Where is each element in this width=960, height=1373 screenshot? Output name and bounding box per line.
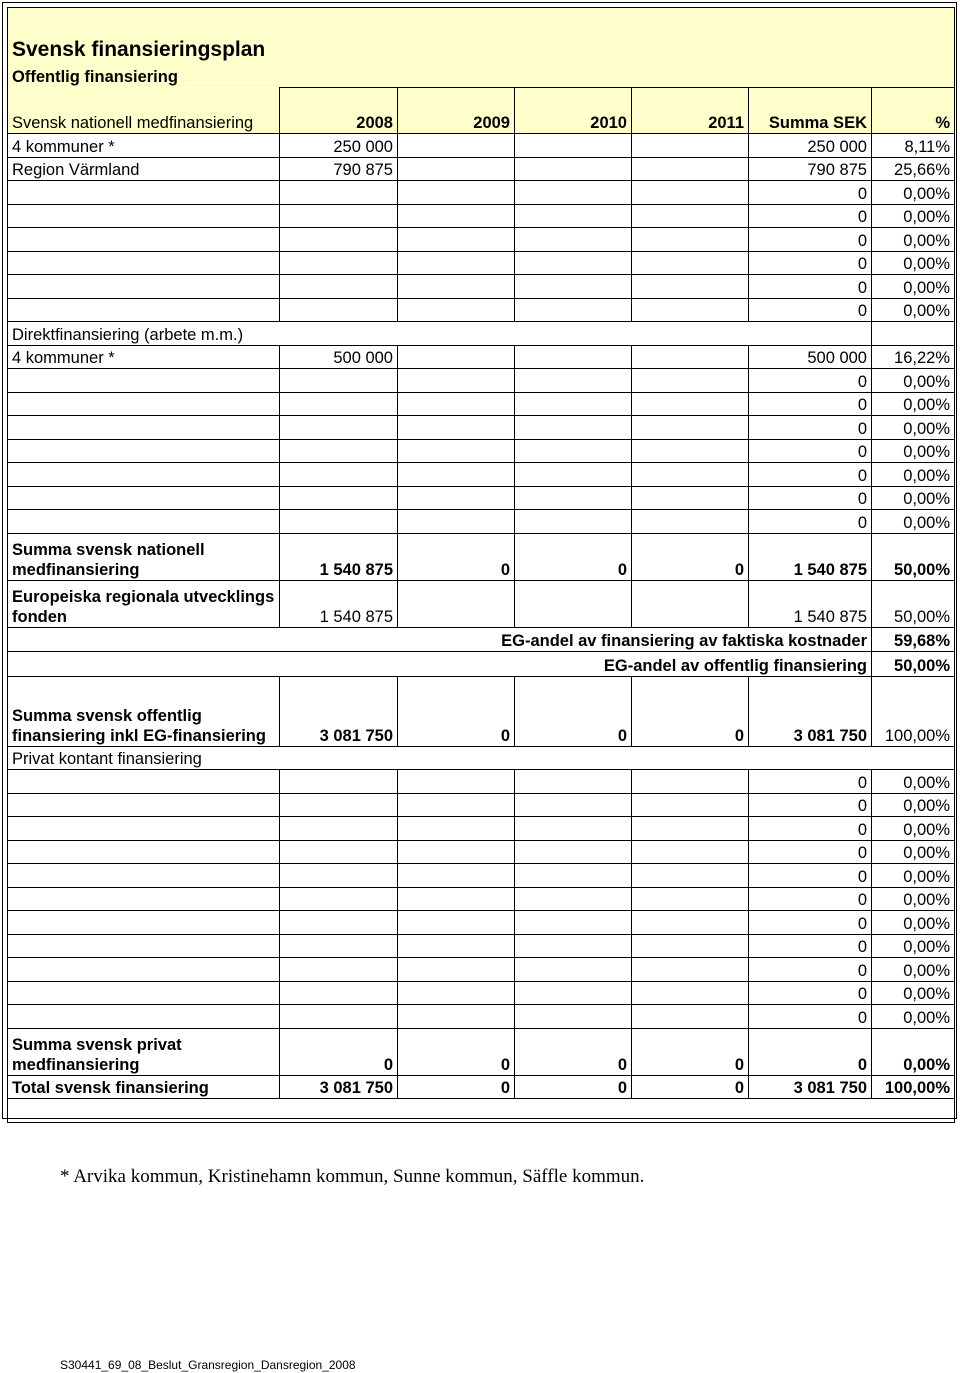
cell-2010 [515,887,632,911]
cell-2010 [515,580,632,627]
summa-offentlig-row [8,676,955,746]
cell-2009 [398,392,515,416]
cell-2009 [398,887,515,911]
privat-header: Privat kontant finansiering [8,746,955,770]
cell-2008 [280,369,398,393]
cell-2008: 3 081 750 [280,1075,398,1099]
cell-2010: 0 [515,1075,632,1099]
row-label: 4 kommuner * [8,345,280,369]
cell-percent: 0,00% [872,770,955,794]
footnote: * Arvika kommun, Kristinehamn kommun, Sunne kommun, Säffle kommun. [60,1166,645,1187]
column-header-2010: 2010 [515,88,632,134]
row-label: Total svensk finansiering [8,1075,280,1099]
cell-2010 [515,134,632,158]
privat-row [8,1005,955,1029]
cell-2010 [515,204,632,228]
nationell-row [8,298,955,322]
cell-2009 [398,864,515,888]
row-label [8,369,280,393]
direkt-row [8,439,955,463]
row-label [8,793,280,817]
cell-2010 [515,486,632,510]
cell-2011 [632,345,749,369]
privat-row [8,864,955,888]
nationell-row [8,204,955,228]
cell-2011 [632,580,749,627]
cell-percent: 100,00% [872,1075,955,1099]
cell-2011 [632,181,749,205]
cell-2010 [515,345,632,369]
cell-percent: 0,00% [872,911,955,935]
cell-summa-sek: 0 [749,439,872,463]
cell-summa-sek: 0 [749,416,872,440]
row-label [8,298,280,322]
cell-summa-sek: 3 081 750 [749,1075,872,1099]
cell-2009 [398,510,515,534]
cell-2009 [398,580,515,627]
privat-row [8,770,955,794]
cell-2011: 0 [632,533,749,580]
finance-table [7,7,955,1123]
cell-2008 [280,204,398,228]
cell-2008 [280,1005,398,1029]
cell-2008 [280,486,398,510]
cell-2008 [280,934,398,958]
cell-2010: 0 [515,676,632,746]
cell-percent: 50,00% [872,533,955,580]
cell-2011 [632,486,749,510]
cell-percent [872,322,955,346]
nationell-row [8,275,955,299]
cell-summa-sek: 500 000 [749,345,872,369]
cell-summa-sek: 3 081 750 [749,676,872,746]
empty-cell [8,1099,955,1123]
cell-percent: 0,00% [872,463,955,487]
cell-2010 [515,864,632,888]
cell-2011: 0 [632,1028,749,1075]
column-header-2009: 2009 [398,88,515,134]
cell-percent: 0,00% [872,298,955,322]
direkt-header-row [8,322,955,346]
cell-2008 [280,439,398,463]
row-label [8,864,280,888]
cell-2010 [515,181,632,205]
privat-row [8,934,955,958]
cell-2011 [632,134,749,158]
cell-2009: 0 [398,1075,515,1099]
cell-2011 [632,416,749,440]
cell-2008 [280,463,398,487]
row-label [8,204,280,228]
cell-2008: 500 000 [280,345,398,369]
cell-summa-sek: 0 [749,887,872,911]
eg-andel-offentlig-label: EG-andel av offentlig finansiering [8,652,872,677]
cell-percent: 0,00% [872,416,955,440]
eg-andel-faktiska-percent: 59,68% [872,627,955,652]
cell-2010 [515,251,632,275]
row-label [8,770,280,794]
cell-2008 [280,793,398,817]
cell-2010 [515,958,632,982]
eg-andel-faktiska-label: EG-andel av finansiering av faktiska kostnader [8,627,872,652]
cell-summa-sek: 1 540 875 [749,533,872,580]
cell-2011 [632,251,749,275]
cell-2011 [632,298,749,322]
cell-2011: 0 [632,676,749,746]
cell-2011 [632,157,749,181]
cell-2011 [632,911,749,935]
cell-2009 [398,770,515,794]
cell-2009 [398,1005,515,1029]
cell-2010 [515,392,632,416]
cell-2010 [515,228,632,252]
cell-2010: 0 [515,533,632,580]
cell-percent: 100,00% [872,676,955,746]
column-header-2008: 2008 [280,88,398,134]
document-footer: S30441_69_08_Beslut_Gransregion_Dansregion_2008 [60,1358,356,1372]
cell-2009 [398,934,515,958]
cell-2008: 3 081 750 [280,676,398,746]
cell-summa-sek: 0 [749,793,872,817]
row-label [8,934,280,958]
cell-2008: 1 540 875 [280,580,398,627]
cell-2009 [398,486,515,510]
cell-percent: 0,00% [872,204,955,228]
cell-percent: 0,00% [872,817,955,841]
empty-row [8,1099,955,1123]
nationell-row [8,181,955,205]
page-title: Svensk finansieringsplan [8,8,955,64]
cell-summa-sek: 0 [749,958,872,982]
cell-2009 [398,981,515,1005]
eruf-row [8,580,955,627]
row-label [8,981,280,1005]
cell-summa-sek: 0 [749,181,872,205]
cell-2009 [398,298,515,322]
direkt-row [8,345,955,369]
row-label [8,817,280,841]
cell-2009: 0 [398,1028,515,1075]
privat-row [8,793,955,817]
cell-2009 [398,793,515,817]
cell-2008 [280,770,398,794]
row-label [8,275,280,299]
cell-2011 [632,864,749,888]
cell-2009 [398,181,515,205]
cell-2008 [280,817,398,841]
privat-header-row [8,746,955,770]
cell-2009 [398,275,515,299]
cell-2010 [515,911,632,935]
direkt-row [8,416,955,440]
cell-2008 [280,887,398,911]
row-label [8,958,280,982]
cell-2011 [632,1005,749,1029]
cell-2008 [280,275,398,299]
cell-2011 [632,934,749,958]
cell-2008 [280,911,398,935]
cell-percent: 0,00% [872,793,955,817]
cell-2011 [632,275,749,299]
cell-summa-sek: 0 [749,1005,872,1029]
cell-2009 [398,911,515,935]
cell-percent: 16,22% [872,345,955,369]
row-label: Region Värmland [8,157,280,181]
row-label [8,392,280,416]
cell-2008: 250 000 [280,134,398,158]
column-header-percent: % [872,88,955,134]
cell-2011: 0 [632,1075,749,1099]
column-header-2011: 2011 [632,88,749,134]
row-label [8,1005,280,1029]
cell-percent: 0,00% [872,864,955,888]
cell-2010 [515,793,632,817]
cell-summa-sek: 0 [749,1028,872,1075]
cell-2008 [280,981,398,1005]
cell-2010 [515,510,632,534]
cell-2008: 1 540 875 [280,533,398,580]
cell-summa-sek: 790 875 [749,157,872,181]
eruf-label: Europeiska regionala utvecklings fonden [8,580,280,627]
cell-2011 [632,204,749,228]
cell-summa-sek: 0 [749,204,872,228]
cell-2011 [632,840,749,864]
cell-summa-sek: 0 [749,911,872,935]
row-label [8,463,280,487]
summa-nationell-row [8,533,955,580]
cell-percent: 8,11% [872,134,955,158]
cell-2009 [398,251,515,275]
cell-percent: 0,00% [872,181,955,205]
row-label [8,251,280,275]
cell-2010: 0 [515,1028,632,1075]
cell-2009 [398,345,515,369]
section-offentlig-finansiering: Offentlig finansiering [8,64,955,88]
cell-2011 [632,958,749,982]
direkt-row [8,463,955,487]
cell-2008 [280,864,398,888]
cell-2008 [280,416,398,440]
cell-summa-sek: 0 [749,251,872,275]
eg-andel-offentlig-row [8,652,955,677]
eg-andel-faktiska-row [8,627,955,652]
cell-2008: 0 [280,1028,398,1075]
cell-percent: 0,00% [872,275,955,299]
cell-2011 [632,510,749,534]
cell-2010 [515,369,632,393]
cell-2011 [632,770,749,794]
row-label [8,510,280,534]
cell-percent: 0,00% [872,439,955,463]
cell-2009 [398,134,515,158]
cell-2011 [632,369,749,393]
cell-2008: 790 875 [280,157,398,181]
cell-percent: 25,66% [872,157,955,181]
finansieringsplan-sheet [2,2,957,1119]
cell-2009 [398,840,515,864]
cell-summa-sek: 250 000 [749,134,872,158]
cell-2009: 0 [398,676,515,746]
cell-2008 [280,392,398,416]
cell-summa-sek: 0 [749,934,872,958]
direkt-row [8,369,955,393]
cell-2011 [632,228,749,252]
row-label [8,416,280,440]
cell-2010 [515,439,632,463]
cell-percent: 0,00% [872,887,955,911]
cell-2008 [280,298,398,322]
column-header-summa-sek: Summa SEK [749,88,872,134]
cell-summa-sek: 0 [749,369,872,393]
cell-summa-sek: 0 [749,840,872,864]
row-label: 4 kommuner * [8,134,280,158]
cell-2010 [515,157,632,181]
cell-2010 [515,416,632,440]
cell-percent: 50,00% [872,580,955,627]
row-label-nationell-medfinansiering: Svensk nationell medfinansiering [8,88,280,134]
cell-2009 [398,157,515,181]
cell-2008 [280,840,398,864]
cell-percent: 0,00% [872,510,955,534]
cell-2009 [398,369,515,393]
cell-2009 [398,958,515,982]
cell-2011 [632,887,749,911]
cell-summa-sek: 0 [749,864,872,888]
cell-percent: 0,00% [872,934,955,958]
cell-summa-sek: 0 [749,817,872,841]
cell-2011 [632,817,749,841]
privat-row [8,911,955,935]
cell-percent: 0,00% [872,958,955,982]
row-label: Summa svensk nationell medfinansiering [8,533,280,580]
cell-summa-sek: 0 [749,770,872,794]
summa-privat-row [8,1028,955,1075]
row-label: Summa svensk offentlig finansiering inkl EG-finansiering [8,676,280,746]
cell-2009 [398,817,515,841]
cell-2009 [398,228,515,252]
cell-percent: 0,00% [872,486,955,510]
cell-2010 [515,981,632,1005]
cell-summa-sek: 0 [749,486,872,510]
cell-summa-sek: 1 540 875 [749,580,872,627]
cell-2011 [632,392,749,416]
cell-2011 [632,793,749,817]
cell-percent: 0,00% [872,392,955,416]
cell-percent: 0,00% [872,369,955,393]
cell-2010 [515,934,632,958]
cell-percent: 0,00% [872,228,955,252]
cell-2009 [398,416,515,440]
row-label [8,887,280,911]
cell-2011 [632,981,749,1005]
cell-2008 [280,181,398,205]
cell-percent: 0,00% [872,1028,955,1075]
cell-2010 [515,463,632,487]
nationell-row [8,157,955,181]
cell-summa-sek: 0 [749,228,872,252]
direkt-row [8,510,955,534]
cell-2009 [398,463,515,487]
row-label: Summa svensk privat medfinansiering [8,1028,280,1075]
cell-2010 [515,298,632,322]
cell-2009 [398,204,515,228]
cell-2010 [515,840,632,864]
cell-2011 [632,463,749,487]
privat-row [8,887,955,911]
cell-percent: 0,00% [872,251,955,275]
privat-row [8,981,955,1005]
privat-row [8,817,955,841]
cell-summa-sek: 0 [749,298,872,322]
row-label [8,181,280,205]
cell-summa-sek: 0 [749,981,872,1005]
cell-2010 [515,275,632,299]
nationell-row [8,228,955,252]
cell-2010 [515,817,632,841]
cell-summa-sek: 0 [749,392,872,416]
row-label [8,228,280,252]
cell-summa-sek: 0 [749,510,872,534]
row-label [8,486,280,510]
privat-row [8,958,955,982]
cell-2008 [280,958,398,982]
cell-2008 [280,510,398,534]
cell-2008 [280,251,398,275]
direkt-row [8,486,955,510]
row-label [8,439,280,463]
cell-percent: 0,00% [872,981,955,1005]
cell-2009: 0 [398,533,515,580]
row-label [8,911,280,935]
cell-summa-sek: 0 [749,275,872,299]
direkt-row [8,392,955,416]
cell-2009 [398,439,515,463]
nationell-row [8,251,955,275]
cell-summa-sek: 0 [749,463,872,487]
cell-2010 [515,1005,632,1029]
total-row [8,1075,955,1099]
cell-percent: 0,00% [872,840,955,864]
row-label [8,840,280,864]
eg-andel-offentlig-percent: 50,00% [872,652,955,677]
cell-2010 [515,770,632,794]
cell-2008 [280,228,398,252]
direkt-header: Direktfinansiering (arbete m.m.) [8,322,872,346]
nationell-row [8,134,955,158]
privat-row [8,840,955,864]
cell-2011 [632,439,749,463]
cell-percent: 0,00% [872,1005,955,1029]
